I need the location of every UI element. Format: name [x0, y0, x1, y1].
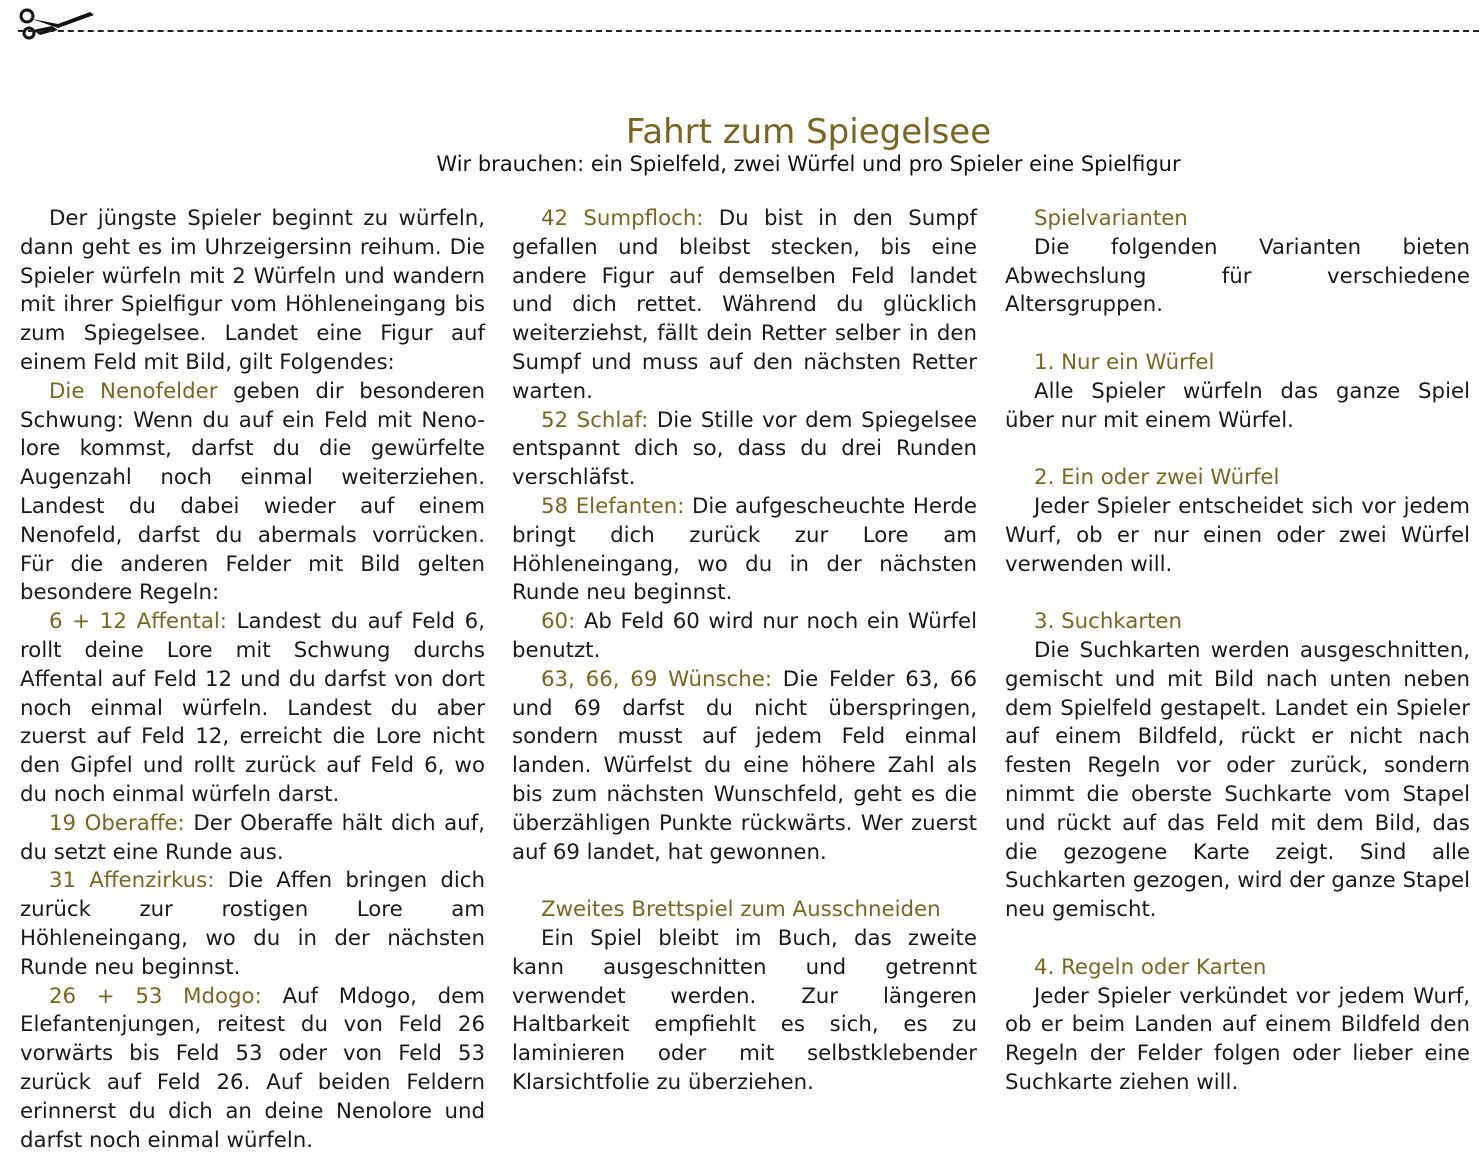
rule-schlaf [512, 407, 977, 493]
rule-sumpfloch [512, 205, 977, 407]
column-variants [1005, 205, 1470, 1098]
rule-label: 6 + 12 Affental: [49, 609, 227, 635]
rule-text: Die Felder 63, 66 und 69 darfst du nicht überspringen, sondern musst auf jedem Feld einmal landen. Würfelst du eine höhere Zahl als bis zum nächsten Wunschfeld, geht es die überzähligen Punkte rückwärts. Wer zuerst auf 69 landet, hat gewonnen. [512, 666, 977, 865]
rule-text: Landest du auf Feld 6, rollt deine Lore mit Schwung durchs Affental auf Feld 12 und du darfst von dort noch einmal würfeln. Landest du aber zuerst auf Feld 12, erreicht die Lore nicht den Gipfel und rollt zurück auf Feld 6, wo du noch einmal würfeln darst. [20, 609, 485, 807]
rule-affental [20, 608, 485, 810]
variants-intro: Die folgenden Varianten bieten Abwechslung für verschiedene Altersgruppen. [1005, 234, 1470, 318]
variants-heading: Spielvarianten [1034, 206, 1188, 231]
rule-oberaffe [20, 810, 485, 868]
section-heading: Zweites Brettspiel zum Ausschneiden [541, 897, 941, 923]
rule-mdogo [20, 983, 485, 1155]
rule-text: geben dir besonderen Schwung: Wenn du auf ein Feld mit Neno-lore kommst, darfst du die gewürfelte Augenzahl noch einmal weiterziehen. Landest du dabei wieder auf einem Nenofeld, darfst du abermals vorrücken. Für die anderen Felder mit Bild gelten besondere Regeln: [20, 378, 485, 606]
rule-nenofelder [20, 378, 485, 608]
variant-4-text: Jeder Spieler verkündet vor jedem Wurf, ob er beim Landen auf einem Bildfeld den Regeln der Felder folgen oder lieber eine Suchkarte ziehen will. [1005, 983, 1470, 1095]
rule-text: Die Stille vor dem Spiegelsee entspannt dich so, dass du drei Runden verschläfst. [512, 407, 977, 491]
rule-label: 42 Sumpfloch: [541, 206, 704, 231]
rule-text: Du bist in den Sumpf gefallen und bleibst stecken, bis eine andere Figur auf demselben Feld landet und dich rettet. Während du glücklich weiterziehst, fällt dein Retter selber in den Sumpf und muss auf den nächsten Retter warten. [512, 206, 977, 404]
rule-text: Ab Feld 60 wird nur noch ein Würfel benutzt. [512, 609, 977, 663]
rule-text: Die aufgescheuchte Herde bringt dich zurück zur Lore am Höhleneingang, wo du in der nächsten Runde neu beginnst. [512, 493, 977, 606]
variant-2-text: Jeder Spieler entscheidet sich vor jedem Wurf, ob er nur einen oder zwei Würfel verwenden will. [1005, 493, 1470, 577]
variant-1-text: Alle Spieler würfeln das ganze Spiel über nur mit einem Würfel. [1005, 378, 1470, 433]
rule-affenzirkus [20, 867, 485, 982]
page-subtitle: Wir brauchen: ein Spielfeld, zwei Würfel und pro Spieler eine Spielfigur [436, 152, 1181, 176]
rule-label: Die Nenofelder [49, 378, 218, 404]
rule-label: 26 + 53 Mdogo: [49, 983, 262, 1009]
rule-text: Die Affen bringen dich zurück zur rostigen Lore am Höhleneingang, wo du in der nächsten Runde neu beginnst. [20, 868, 485, 980]
rule-text: Auf Mdogo, dem Elefantenjungen, reitest du von Feld 26 vorwärts bis Feld 53 oder von Feld 53 zurück auf Feld 26. Auf beiden Feldern erinnerst du dich an deine Nenolore und darfst noch einmal würfeln. [20, 983, 486, 1153]
page-title: Fahrt zum Spiegelsee [625, 112, 992, 152]
section-text: Ein Spiel bleibt im Buch, das zweite kann ausgeschnitten und getrennt verwendet werden. Zur längeren Haltbarkeit empfiehlt es sich, es zu laminieren oder mit selbstklebender Klarsichtfolie zu überziehen. [512, 925, 977, 1095]
cut-line [18, 30, 1479, 32]
rule-text: Der Oberaffe hält dich auf, du setzt eine Runde aus. [20, 810, 485, 865]
rule-label: 60: [541, 609, 576, 635]
rule-label: 19 Oberaffe: [49, 810, 185, 836]
rule-label: 52 Schlaf: [541, 407, 649, 433]
scissors-icon [18, 6, 98, 42]
variant-3-heading: 3. Suchkarten [1034, 609, 1183, 635]
rule-label: 58 Elefanten: [541, 493, 685, 519]
column-rules [20, 205, 485, 1155]
variant-3-text: Die Suchkarten werden ausgeschnitten, gemischt und mit Bild nach unten neben dem Spielfeld gestapelt. Landet ein Spieler auf einem Bildfeld, rückt er nicht nach festen Regeln vor oder zurück, sondern nimmt die oberste Suchkarte vom Stapel und rückt auf das Feld mit dem Bild, das die gezogene Karte zeigt. Sind alle Suchkarten gezogen, wird der ganze Stapel neu gemischt. [1005, 637, 1470, 923]
variant-4-heading: 4. Regeln oder Karten [1034, 954, 1267, 980]
rule-wuensche [512, 666, 977, 868]
rule-feld-60 [512, 608, 977, 666]
intro-paragraph: Der jüngste Spieler beginnt zu würfeln, dann geht es im Uhrzeigersinn reihum. Die Spieler würfeln mit 2 Würfeln und wandern mit ihrer Spielfigur vom Höhleneingang bis zum Spiegelsee. Landet eine Figur auf einem Feld mit Bild, gilt Folgendes: [20, 206, 485, 375]
column-rules-continued [512, 205, 977, 1098]
variant-1-heading: 1. Nur ein Würfel [1034, 349, 1215, 375]
variant-2-heading: 2. Ein oder zwei Würfel [1034, 465, 1280, 491]
rule-elefanten [512, 493, 977, 608]
rule-label: 31 Affenzirkus: [49, 868, 215, 894]
rule-label: 63, 66, 69 Wünsche: [541, 666, 773, 692]
